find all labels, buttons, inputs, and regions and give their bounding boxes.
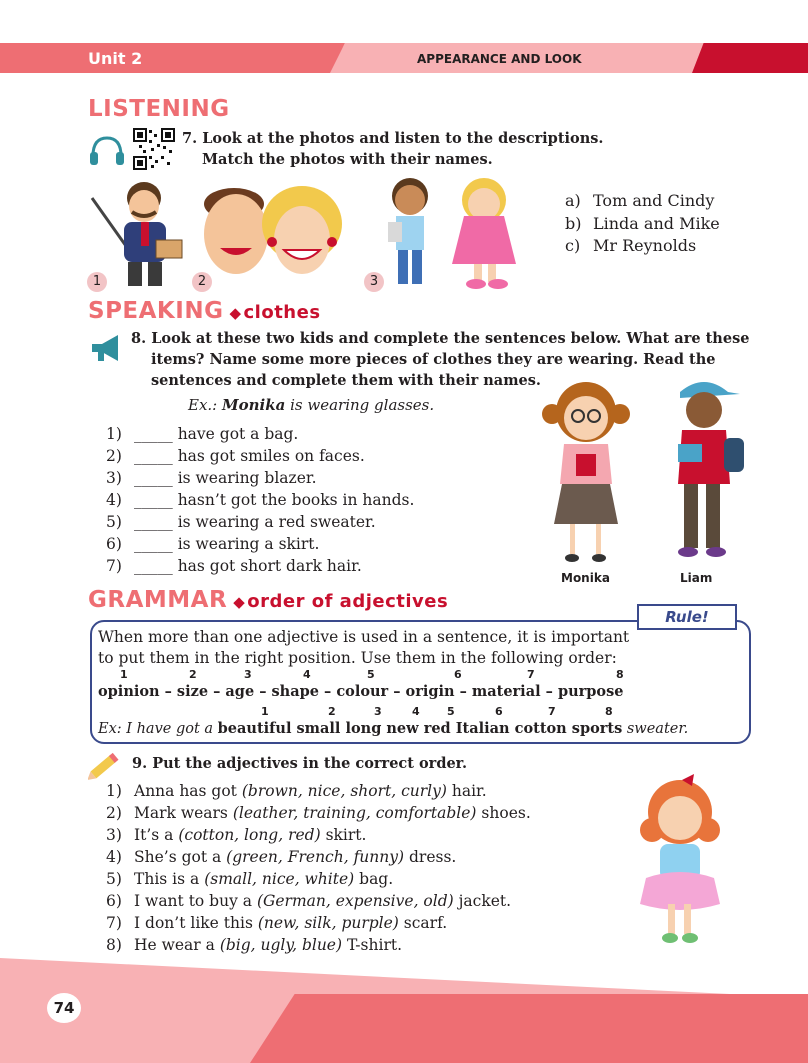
- chapter-title: APPEARANCE AND LOOK: [417, 52, 582, 66]
- unit-label: Unit 2: [88, 49, 143, 68]
- order-number: 8: [616, 668, 624, 681]
- exercise-9-list: [106, 780, 531, 956]
- option-b: b) Linda and Mike: [565, 213, 720, 233]
- list-item: 7) I don’t like this (new, silk, purple) scarf.: [106, 914, 448, 932]
- list-item: 1) Anna has got (brown, nice, short, curly) hair.: [106, 782, 487, 800]
- list-item: 8) He wear a (big, ugly, blue) T-shirt.: [106, 936, 403, 954]
- exercise-8-list: [106, 423, 414, 577]
- example-number: 4: [412, 705, 420, 718]
- exercise-9-instruction: 9. Put the adjectives in the correct order.: [132, 755, 468, 772]
- list-item: 4) _____ hasn’t got the books in hands.: [106, 491, 415, 509]
- page-number: 74: [47, 993, 81, 1023]
- grammar-heading: GRAMMAR ◆ order of adjectives: [88, 587, 449, 613]
- order-number: 5: [367, 668, 375, 681]
- list-item: 6) _____ is wearing a skirt.: [106, 535, 320, 553]
- list-item: 6) I want to buy a (German, expensive, old) jacket.: [106, 892, 512, 910]
- exercise-7-line-2: Match the photos with their names.: [202, 151, 493, 168]
- speaking-heading: SPEAKING ◆ clothes: [88, 298, 321, 324]
- footer-band-accent: [250, 994, 808, 1063]
- rule-line-1: When more than one adjective is used in a sentence, it is important: [98, 628, 630, 646]
- rule-tag: Rule!: [637, 604, 737, 630]
- example-number: 3: [374, 705, 382, 718]
- diamond-icon: ◆: [233, 593, 246, 611]
- option-c: c) Mr Reynolds: [565, 236, 697, 255]
- photo-number-1: 1: [87, 272, 107, 292]
- example-number: 6: [495, 705, 503, 718]
- list-item: 3) _____ is wearing blazer.: [106, 469, 317, 487]
- header-band-right: [692, 43, 808, 73]
- liam-illustration: [660, 372, 756, 572]
- example-number: 5: [447, 705, 455, 718]
- exercise-8-example: Ex.: Monika is wearing glasses.: [188, 396, 435, 414]
- headphones-icon: [88, 134, 126, 168]
- list-item: 2) Mark wears (leather, training, comfortable) shoes.: [106, 804, 531, 822]
- list-item: 1) _____ have got a bag.: [106, 425, 299, 443]
- order-number: 7: [527, 668, 535, 681]
- photo-number-3: 3: [364, 272, 384, 292]
- rule-line-2: to put them in the right position. Use them in the following order:: [98, 649, 617, 667]
- exercise-7-number: 7.: [182, 130, 198, 147]
- order-number: 3: [244, 668, 252, 681]
- order-number: 6: [454, 668, 462, 681]
- order-number: 1: [120, 668, 128, 681]
- list-item: 5) _____ is wearing a red sweater.: [106, 513, 376, 531]
- order-number: 4: [303, 668, 311, 681]
- qr-code-icon[interactable]: [133, 128, 175, 170]
- speaking-topic: clothes: [243, 302, 321, 323]
- monika-caption: Monika: [561, 571, 610, 585]
- exercise-7-line-1: Look at the photos and listen to the descriptions.: [202, 130, 604, 147]
- adjective-order-line: opinion – size – age – shape – colour – origin – material – purpose: [98, 683, 624, 700]
- megaphone-icon: [88, 332, 124, 364]
- example-number: 1: [261, 705, 269, 718]
- header-band-left: [0, 43, 345, 73]
- rule-example: Ex: I have got a beautiful small long new red Italian cotton sports sweater.: [98, 720, 689, 737]
- grammar-topic: order of adjectives: [247, 591, 449, 612]
- couple-illustration: [192, 184, 352, 284]
- pencil-icon: [88, 748, 124, 782]
- girl-illustration: [620, 770, 740, 950]
- example-number: 2: [328, 705, 336, 718]
- list-item: 5) This is a (small, nice, white) bag.: [106, 870, 394, 888]
- names-options-list: [565, 190, 720, 258]
- photo-number-2: 2: [192, 272, 212, 292]
- exercise-8-instruction: 8. Look at these two kids and complete the sentences below. What are these items? Name some more pieces of clothes they are wearing. Read the sentences and complete them with their names.: [131, 330, 750, 389]
- list-item: 7) _____ has got short dark hair.: [106, 557, 362, 575]
- example-number: 8: [605, 705, 613, 718]
- list-item: 3) It’s a (cotton, long, red) skirt.: [106, 826, 367, 844]
- diamond-icon: ◆: [229, 304, 242, 322]
- list-item: 4) She’s got a (green, French, funny) dress.: [106, 848, 457, 866]
- listening-heading: LISTENING: [88, 96, 230, 122]
- example-number: 7: [548, 705, 556, 718]
- kids-illustration: [380, 172, 530, 292]
- monika-illustration: [538, 374, 634, 574]
- option-a: a) Tom and Cindy: [565, 191, 715, 210]
- list-item: 2) _____ has got smiles on faces.: [106, 447, 365, 465]
- liam-caption: Liam: [680, 571, 713, 585]
- page-header: [0, 43, 808, 73]
- order-number: 2: [189, 668, 197, 681]
- exercise-7-instruction: [182, 128, 603, 170]
